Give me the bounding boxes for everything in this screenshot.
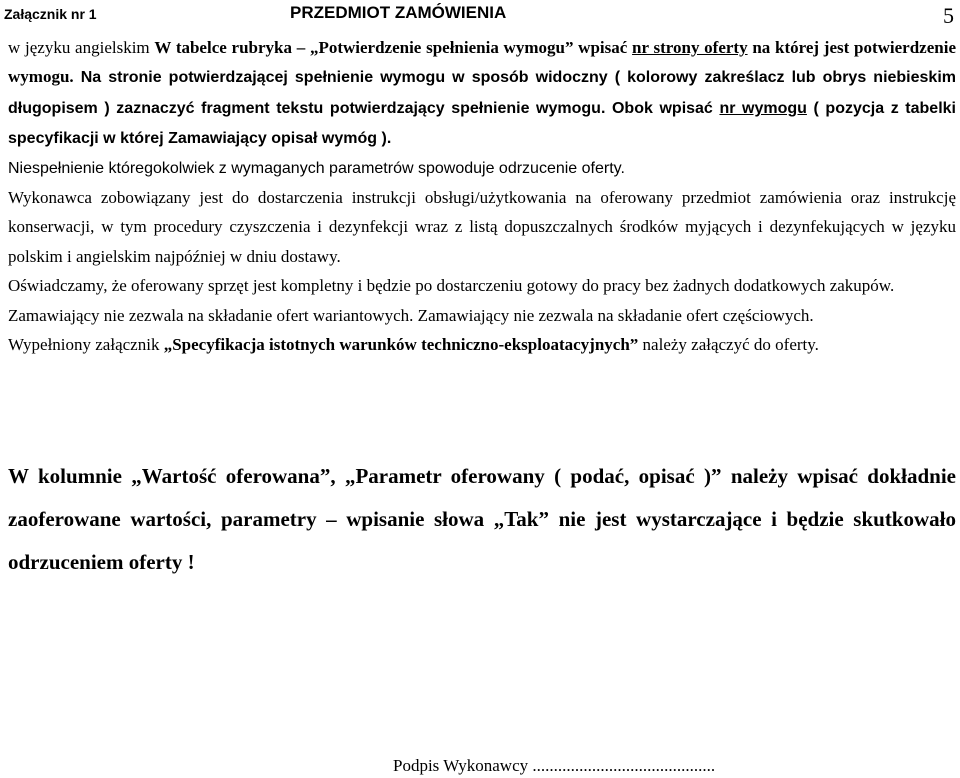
- text-run-sans-bold: ( pozycja z tabelki specyfikacji w której Zamawiający opisał wymóg ).: [8, 99, 956, 148]
- paragraph-variant-offers: Zamawiający nie zezwala na składanie ofert wariantowych. Zamawiający nie zezwala na składanie ofert częściowych.: [8, 305, 814, 325]
- final-notice: [8, 455, 956, 584]
- document-body: [8, 33, 956, 359]
- paragraph-attachment: [8, 330, 956, 359]
- text-run-sans-bold-underline: nr wymogu: [719, 99, 807, 117]
- paragraph-instructions-requirement: Wykonawca zobowiązany jest do dostarczenia instrukcji obsługi/użytkowania na oferowany przedmiot zamówienia oraz instrukcję konserwacji, w tym procedury czyszczenia i dezynfekcji wraz z listą dopuszczalnych środków myjących i dezynfekujących w języku polskim i angielskim najpóźniej w dniu dostawy.: [8, 188, 956, 266]
- text-run-bold: – „Potwierdzenie spełnienia wymogu” wpisać: [296, 38, 633, 57]
- paragraph-rejection-warning: Niespełnienie któregokolwiek z wymaganych parametrów spowoduje odrzucenie oferty.: [8, 159, 625, 177]
- text-run-bold: „Specyfikacja istotnych warunków techniczno-eksploatacyjnych”: [163, 335, 639, 355]
- text-run-bold: na której jest potwierdzenie wymogu.: [8, 38, 956, 87]
- document-title: PRZEDMIOT ZAMÓWIENIA: [290, 3, 507, 22]
- text-run: należy załączyć do oferty.: [638, 335, 819, 355]
- signature-line: Podpis Wykonawcy ...........................................: [393, 756, 716, 775]
- annex-label: Załącznik nr 1: [4, 6, 97, 22]
- text-run: w języku angielskim: [8, 38, 155, 57]
- paragraph-completeness-declaration: Oświadczamy, że oferowany sprzęt jest kompletny i będzie po dostarczeniu gotowy do pracy bez żadnych dodatkowych zakupów.: [8, 276, 895, 296]
- text-run-bold: W tabelce rubryka: [154, 38, 297, 57]
- paragraph-confirmation-instructions: [8, 33, 956, 154]
- text-run: Wypełniony załącznik: [8, 335, 164, 355]
- text-run-bold-underline: nr strony oferty: [632, 38, 748, 57]
- final-notice-text: W kolumnie „Wartość oferowana”, „Parametr oferowany ( podać, opisać )” należy wpisać dokładnie zaoferowane wartości, parametry – wpisanie słowa „Tak” nie jest wystarczające i będzie skutkowało odrzuceniem oferty !: [8, 464, 956, 574]
- page-number: 5: [943, 3, 954, 28]
- text-run-sans-bold: Na stronie potwierdzającej spełnienie wymogu w sposób widoczny ( kolorowy zakreślacz lub obrys niebieskim długopisem ) zaznaczyć fragment tekstu potwierdzający spełnienie wymogu. Obok wpisać: [8, 69, 956, 117]
